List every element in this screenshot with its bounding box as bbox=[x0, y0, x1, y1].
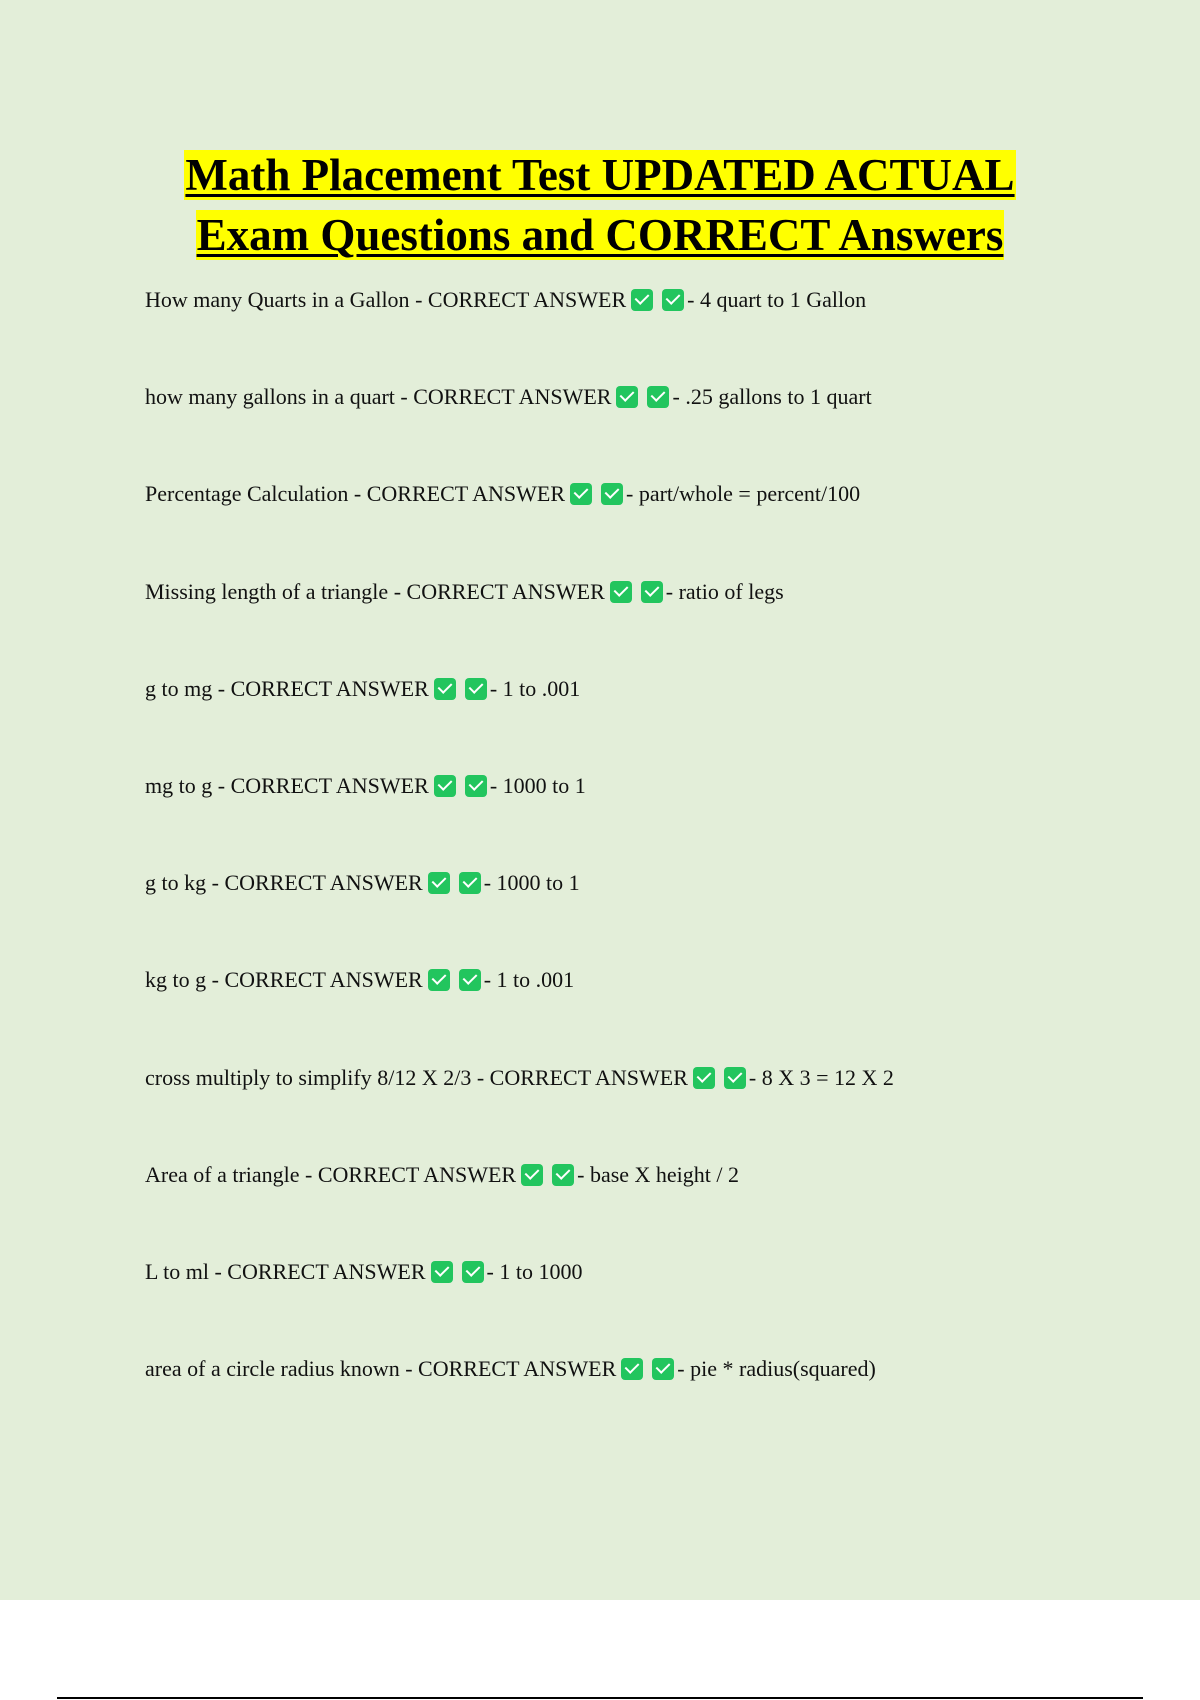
check-box-icon bbox=[601, 483, 623, 505]
check-box-icon bbox=[621, 1358, 643, 1380]
check-box-icon bbox=[462, 1261, 484, 1283]
answer-label: CORRECT ANSWER bbox=[427, 287, 627, 312]
list-item: How many Quarts in a Gallon - CORRECT ANSWER - 4 quart to 1 Gallon bbox=[145, 287, 867, 312]
answer-label: CORRECT ANSWER bbox=[230, 675, 429, 701]
check-box-icon bbox=[616, 386, 638, 408]
answer-text: 1 to .001 bbox=[502, 675, 581, 701]
answer-label: CORRECT ANSWER bbox=[227, 1258, 426, 1284]
check-box-icon bbox=[428, 872, 450, 894]
check-box-icon bbox=[459, 969, 481, 991]
title-line-1: Math Placement Test UPDATED ACTUAL bbox=[185, 150, 1015, 200]
list-item: Missing length of a triangle - CORRECT ANSWER - ratio of legs bbox=[145, 578, 784, 604]
check-box-icon bbox=[465, 775, 487, 797]
check-box-icon bbox=[465, 678, 487, 700]
list-item: g to kg - CORRECT ANSWER - 1000 to 1 bbox=[145, 870, 580, 896]
list-item: L to ml - CORRECT ANSWER - 1 to 1000 bbox=[145, 1258, 583, 1284]
answer-text: 1 to .001 bbox=[496, 967, 575, 993]
check-box-icon bbox=[552, 1164, 574, 1186]
question-text: Percentage Calculation bbox=[145, 481, 349, 507]
list-item: g to mg - CORRECT ANSWER - 1 to .001 bbox=[145, 675, 581, 701]
question-text: g to mg bbox=[145, 675, 213, 701]
answer-label: CORRECT ANSWER bbox=[406, 578, 605, 604]
answer-text: base X height / 2 bbox=[589, 1161, 740, 1187]
footer-divider bbox=[57, 1697, 1143, 1699]
answer-text: part/whole = percent/100 bbox=[638, 481, 861, 507]
page-title bbox=[60, 145, 1140, 265]
check-box-icon bbox=[662, 289, 684, 311]
check-box-icon bbox=[428, 969, 450, 991]
answer-text: ratio of legs bbox=[678, 578, 784, 604]
answer-label: CORRECT ANSWER bbox=[224, 967, 423, 993]
question-text: kg to g bbox=[145, 967, 207, 993]
question-text: area of a circle radius known bbox=[145, 1356, 400, 1382]
list-item: cross multiply to simplify 8/12 X 2/3 - CORRECT ANSWER - 8 X 3 = 12 X 2 bbox=[145, 1064, 894, 1090]
question-text: mg to g bbox=[145, 772, 213, 798]
question-text: cross multiply to simplify 8/12 X 2/3 bbox=[145, 1064, 472, 1090]
title-line-2: Exam Questions and CORRECT Answers bbox=[196, 210, 1004, 260]
check-box-icon bbox=[610, 581, 632, 603]
answer-label: CORRECT ANSWER bbox=[489, 1064, 688, 1090]
list-item: area of a circle radius known - CORRECT ANSWER - pie * radius(squared) bbox=[145, 1356, 876, 1382]
question-text: g to kg bbox=[145, 870, 207, 896]
answer-text: 1000 to 1 bbox=[496, 870, 580, 896]
check-box-icon bbox=[521, 1164, 543, 1186]
answer-text: .25 gallons to 1 quart bbox=[685, 384, 872, 410]
answer-label: CORRECT ANSWER bbox=[413, 384, 612, 410]
list-item: kg to g - CORRECT ANSWER - 1 to .001 bbox=[145, 967, 575, 993]
answer-label: CORRECT ANSWER bbox=[224, 870, 423, 896]
list-item: mg to g - CORRECT ANSWER - 1000 to 1 bbox=[145, 772, 586, 798]
answer-text: 1 to 1000 bbox=[499, 1258, 583, 1284]
list-item: Area of a triangle - CORRECT ANSWER - base X height / 2 bbox=[145, 1161, 740, 1187]
question-text: Area of a triangle bbox=[145, 1161, 300, 1187]
check-box-icon bbox=[652, 1358, 674, 1380]
answer-label: CORRECT ANSWER bbox=[317, 1161, 517, 1187]
question-text: Missing length of a triangle bbox=[145, 578, 389, 604]
check-box-icon bbox=[641, 581, 663, 603]
answer-text: 4 quart to 1 Gallon bbox=[699, 287, 867, 312]
check-box-icon bbox=[647, 386, 669, 408]
answer-label: CORRECT ANSWER bbox=[230, 772, 429, 798]
list-item: how many gallons in a quart - CORRECT ANSWER - .25 gallons to 1 quart bbox=[145, 384, 872, 410]
answer-text: 8 X 3 = 12 X 2 bbox=[761, 1064, 894, 1090]
question-text: L to ml bbox=[145, 1258, 209, 1284]
list-item: Percentage Calculation - CORRECT ANSWER - part/whole = percent/100 bbox=[145, 481, 861, 507]
check-box-icon bbox=[570, 483, 592, 505]
check-box-icon bbox=[434, 775, 456, 797]
check-box-icon bbox=[434, 678, 456, 700]
question-text: How many Quarts in a Gallon bbox=[145, 287, 410, 312]
check-box-icon bbox=[431, 1261, 453, 1283]
answer-label: CORRECT ANSWER bbox=[366, 481, 565, 507]
answer-label: CORRECT ANSWER bbox=[418, 1356, 617, 1382]
check-box-icon bbox=[459, 872, 481, 894]
answer-text: 1000 to 1 bbox=[502, 772, 586, 798]
answer-text: pie * radius(squared) bbox=[690, 1356, 876, 1382]
check-box-icon bbox=[724, 1067, 746, 1089]
question-text: how many gallons in a quart bbox=[145, 384, 395, 410]
qa-list bbox=[145, 280, 1145, 1446]
check-box-icon bbox=[631, 289, 653, 311]
check-box-icon bbox=[693, 1067, 715, 1089]
